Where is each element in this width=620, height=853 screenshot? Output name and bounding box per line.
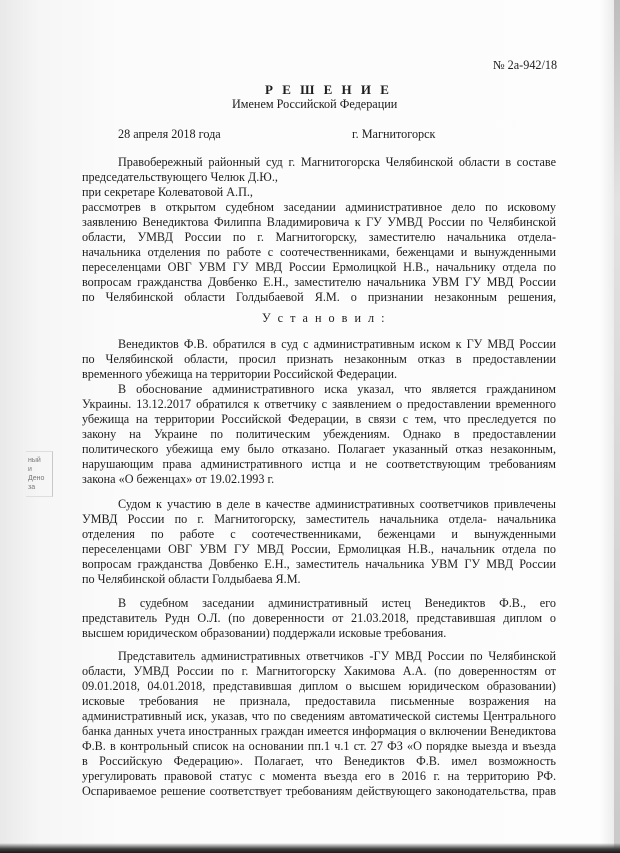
respondent-line-8: в Российскую Федерацию». Полагает, что Венедиктов Ф.В. имел возможность bbox=[82, 754, 556, 768]
court-line-3: при секретаре Колеватовой А.П., bbox=[82, 185, 253, 199]
court-line-6: области, УМВД России по г. Магнитогорску, заместителю начальника отдела- bbox=[82, 230, 556, 244]
defendants-line-6: по Челябинской области Голдыбаева Я.М. bbox=[82, 572, 301, 586]
scan-right-edge bbox=[614, 0, 620, 853]
court-line-9: вопросам гражданства Довбенко Е.Н., заместителю начальника УВМ ГУ МВД России bbox=[82, 275, 556, 289]
court-line-7: начальника отделения по работе с соотечественниками, беженцами и вынужденными bbox=[82, 245, 556, 259]
court-line-8: переселенцами ОВГ УВМ ГУ МВД России Ермолицкой Н.В., начальнику отдела по bbox=[82, 260, 556, 274]
grounds-line-3: убежища на территории Российской Федерации, в связи с тем, что преследуется по bbox=[82, 412, 556, 426]
decision-city: г. Магнитогорск bbox=[352, 127, 436, 141]
hearing-line-2: представитель Рудн О.Л. (по доверенности от 21.03.2018, представившая диплом о bbox=[82, 611, 556, 625]
respondent-line-3: 09.01.2018, 04.01.2018, представившая диплом о высшем юридическом образовании) bbox=[82, 679, 556, 693]
grounds-line-1: В обоснование административного иска указал, что является гражданином bbox=[118, 382, 556, 396]
defendants-line-1: Судом к участию в деле в качестве административных соответчиков привлечены bbox=[118, 497, 556, 511]
document-title: Р Е Ш Е Н И Е bbox=[265, 82, 392, 97]
scan-bottom-edge bbox=[0, 843, 620, 853]
claim-line-3: временного убежища на территории Российской Федерации. bbox=[82, 367, 398, 381]
court-line-2: председательствующего Челюк Д.Ю., bbox=[82, 170, 278, 184]
respondent-line-5: административный иск, указав, что по сведениям автоматической системы Центрального bbox=[82, 709, 556, 723]
defendants-line-4: переселенцами ОВГ УВМ ГУ МВД России, Ермолицкая Н.В., начальник отдела по bbox=[82, 542, 556, 556]
grounds-line-4: закону на Украине по политическим убеждениям. Однако в предоставлении bbox=[82, 427, 556, 441]
claim-line-1: Венедиктов Ф.В. обратился в суд с административным иском к ГУ МВД России bbox=[118, 337, 556, 351]
court-line-1: Правобережный районный суд г. Магнитогорска Челябинской области в составе bbox=[118, 155, 556, 169]
case-number: № 2а-942/18 bbox=[493, 58, 558, 72]
margin-note-1: ный bbox=[28, 457, 41, 464]
hearing-line-1: В судебном заседании административный истец Венедиктов Ф.В., его bbox=[118, 596, 556, 610]
respondent-line-1: Представитель административных ответчиков -ГУ МВД России по Челябинской bbox=[118, 649, 556, 663]
margin-note-3: Дено bbox=[28, 475, 45, 482]
defendants-line-3: отделения по работе с соотечественниками, беженцами и вынужденными bbox=[82, 527, 556, 541]
respondent-line-10: Оспариваемое решение соответствует требованиям действующего законодательства, прав bbox=[82, 784, 556, 798]
document-subtitle: Именем Российской Федерации bbox=[232, 97, 398, 111]
respondent-line-9: урегулировать правовой статус с момента въезда его в 2016 г. на территорию РФ. bbox=[82, 769, 556, 783]
grounds-line-6: нарушающим права административного истца и не соответствующим требованиям bbox=[82, 457, 556, 471]
respondent-line-2: области, УМВД России по г. Магнитогорску Хакимова А.А. (по доверенностям от bbox=[82, 664, 556, 678]
defendants-line-5: вопросам гражданства Довбенко Е.Н., заместитель начальника УВМ ГУ МВД России bbox=[82, 557, 556, 571]
grounds-line-2: Украины. 13.12.2017 обратился к ответчику с заявлением о предоставлении временного bbox=[82, 397, 556, 411]
respondent-line-4: исковые требования не признала, предоставила письменные возражения на bbox=[82, 694, 556, 708]
defendants-line-2: УМВД России по г. Магнитогорску, заместитель начальника отдела- начальника bbox=[82, 512, 556, 526]
decision-date: 28 апреля 2018 года bbox=[118, 127, 221, 141]
court-line-4: рассмотрев в открытом судебном заседании административное дело по исковому bbox=[82, 200, 556, 214]
respondent-line-7: Ф.В. в контрольный список на основании пп.1 ч.1 ст. 27 ФЗ «О порядке выезда и въезда bbox=[82, 739, 556, 753]
section-heading: У с т а н о в и л : bbox=[262, 311, 387, 325]
margin-note-4: за bbox=[28, 484, 36, 491]
respondent-line-6: банка данных учета иностранных граждан имеется информация о включении Венедиктова bbox=[82, 724, 556, 738]
hearing-line-3: высшем юридическом образовании) поддержали исковые требования. bbox=[82, 626, 447, 640]
grounds-line-7: закона «О беженцах» от 19.02.1993 г. bbox=[82, 472, 275, 486]
court-line-10: по Челябинской области Голдыбаевой Я.М. о признании незаконным решения, bbox=[82, 290, 556, 304]
court-line-5: заявлению Венедиктова Филиппа Владимировича к ГУ УМВД России по Челябинской bbox=[82, 215, 556, 229]
grounds-line-5: политического убежища ему было отказано. Полагает указанный отказ незаконным, bbox=[82, 442, 556, 456]
margin-note-2: и bbox=[28, 466, 32, 473]
claim-line-2: по Челябинской области, просил признать незаконным отказ в предоставлении bbox=[82, 352, 556, 366]
